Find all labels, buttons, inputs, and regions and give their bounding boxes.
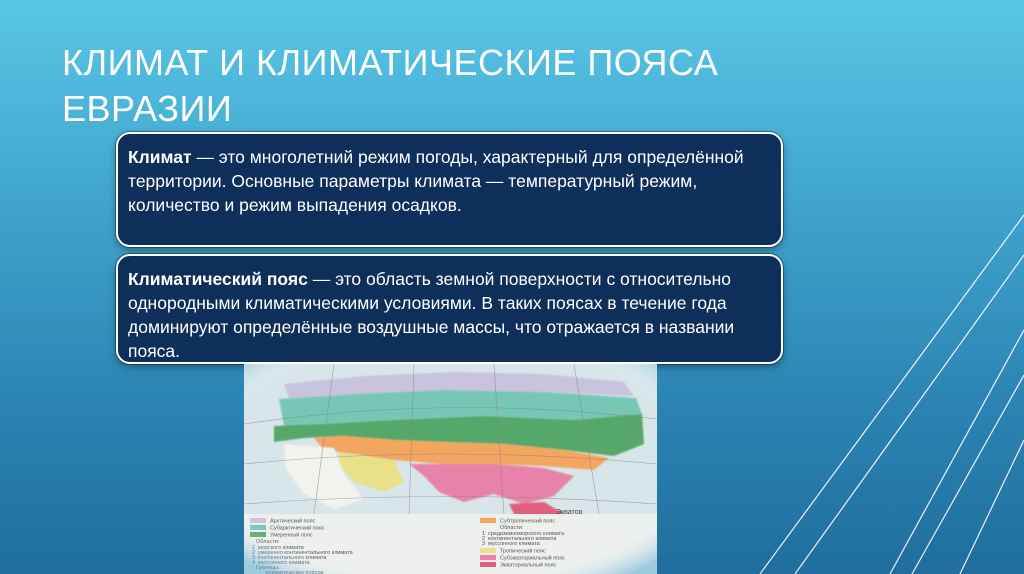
climate-zone-term: Климатический пояс [128, 269, 308, 289]
climate-zone-definition-box [116, 254, 783, 364]
climate-zone-definition-text: — это область земной поверхности с относительно однородными климатическими условиями. В таких поясах в течение года доминируют определённые воздушные массы, что отражается в названии пояса. [128, 269, 735, 361]
climate-definition-text: — это многолетний режим погоды, характерный для определённой территории. Основные параметры климата — температурный режим, количество и режим выпадения осадков. [128, 147, 744, 215]
climate-term: Климат [128, 147, 192, 167]
climate-definition-box [116, 132, 783, 247]
climate-map-image [244, 364, 657, 574]
map-vignette [244, 364, 657, 574]
slide-title: КЛИМАТ И КЛИМАТИЧЕСКИЕ ПОЯСА ЕВРАЗИИ [62, 42, 719, 129]
eurasia-climate-map [244, 364, 657, 574]
